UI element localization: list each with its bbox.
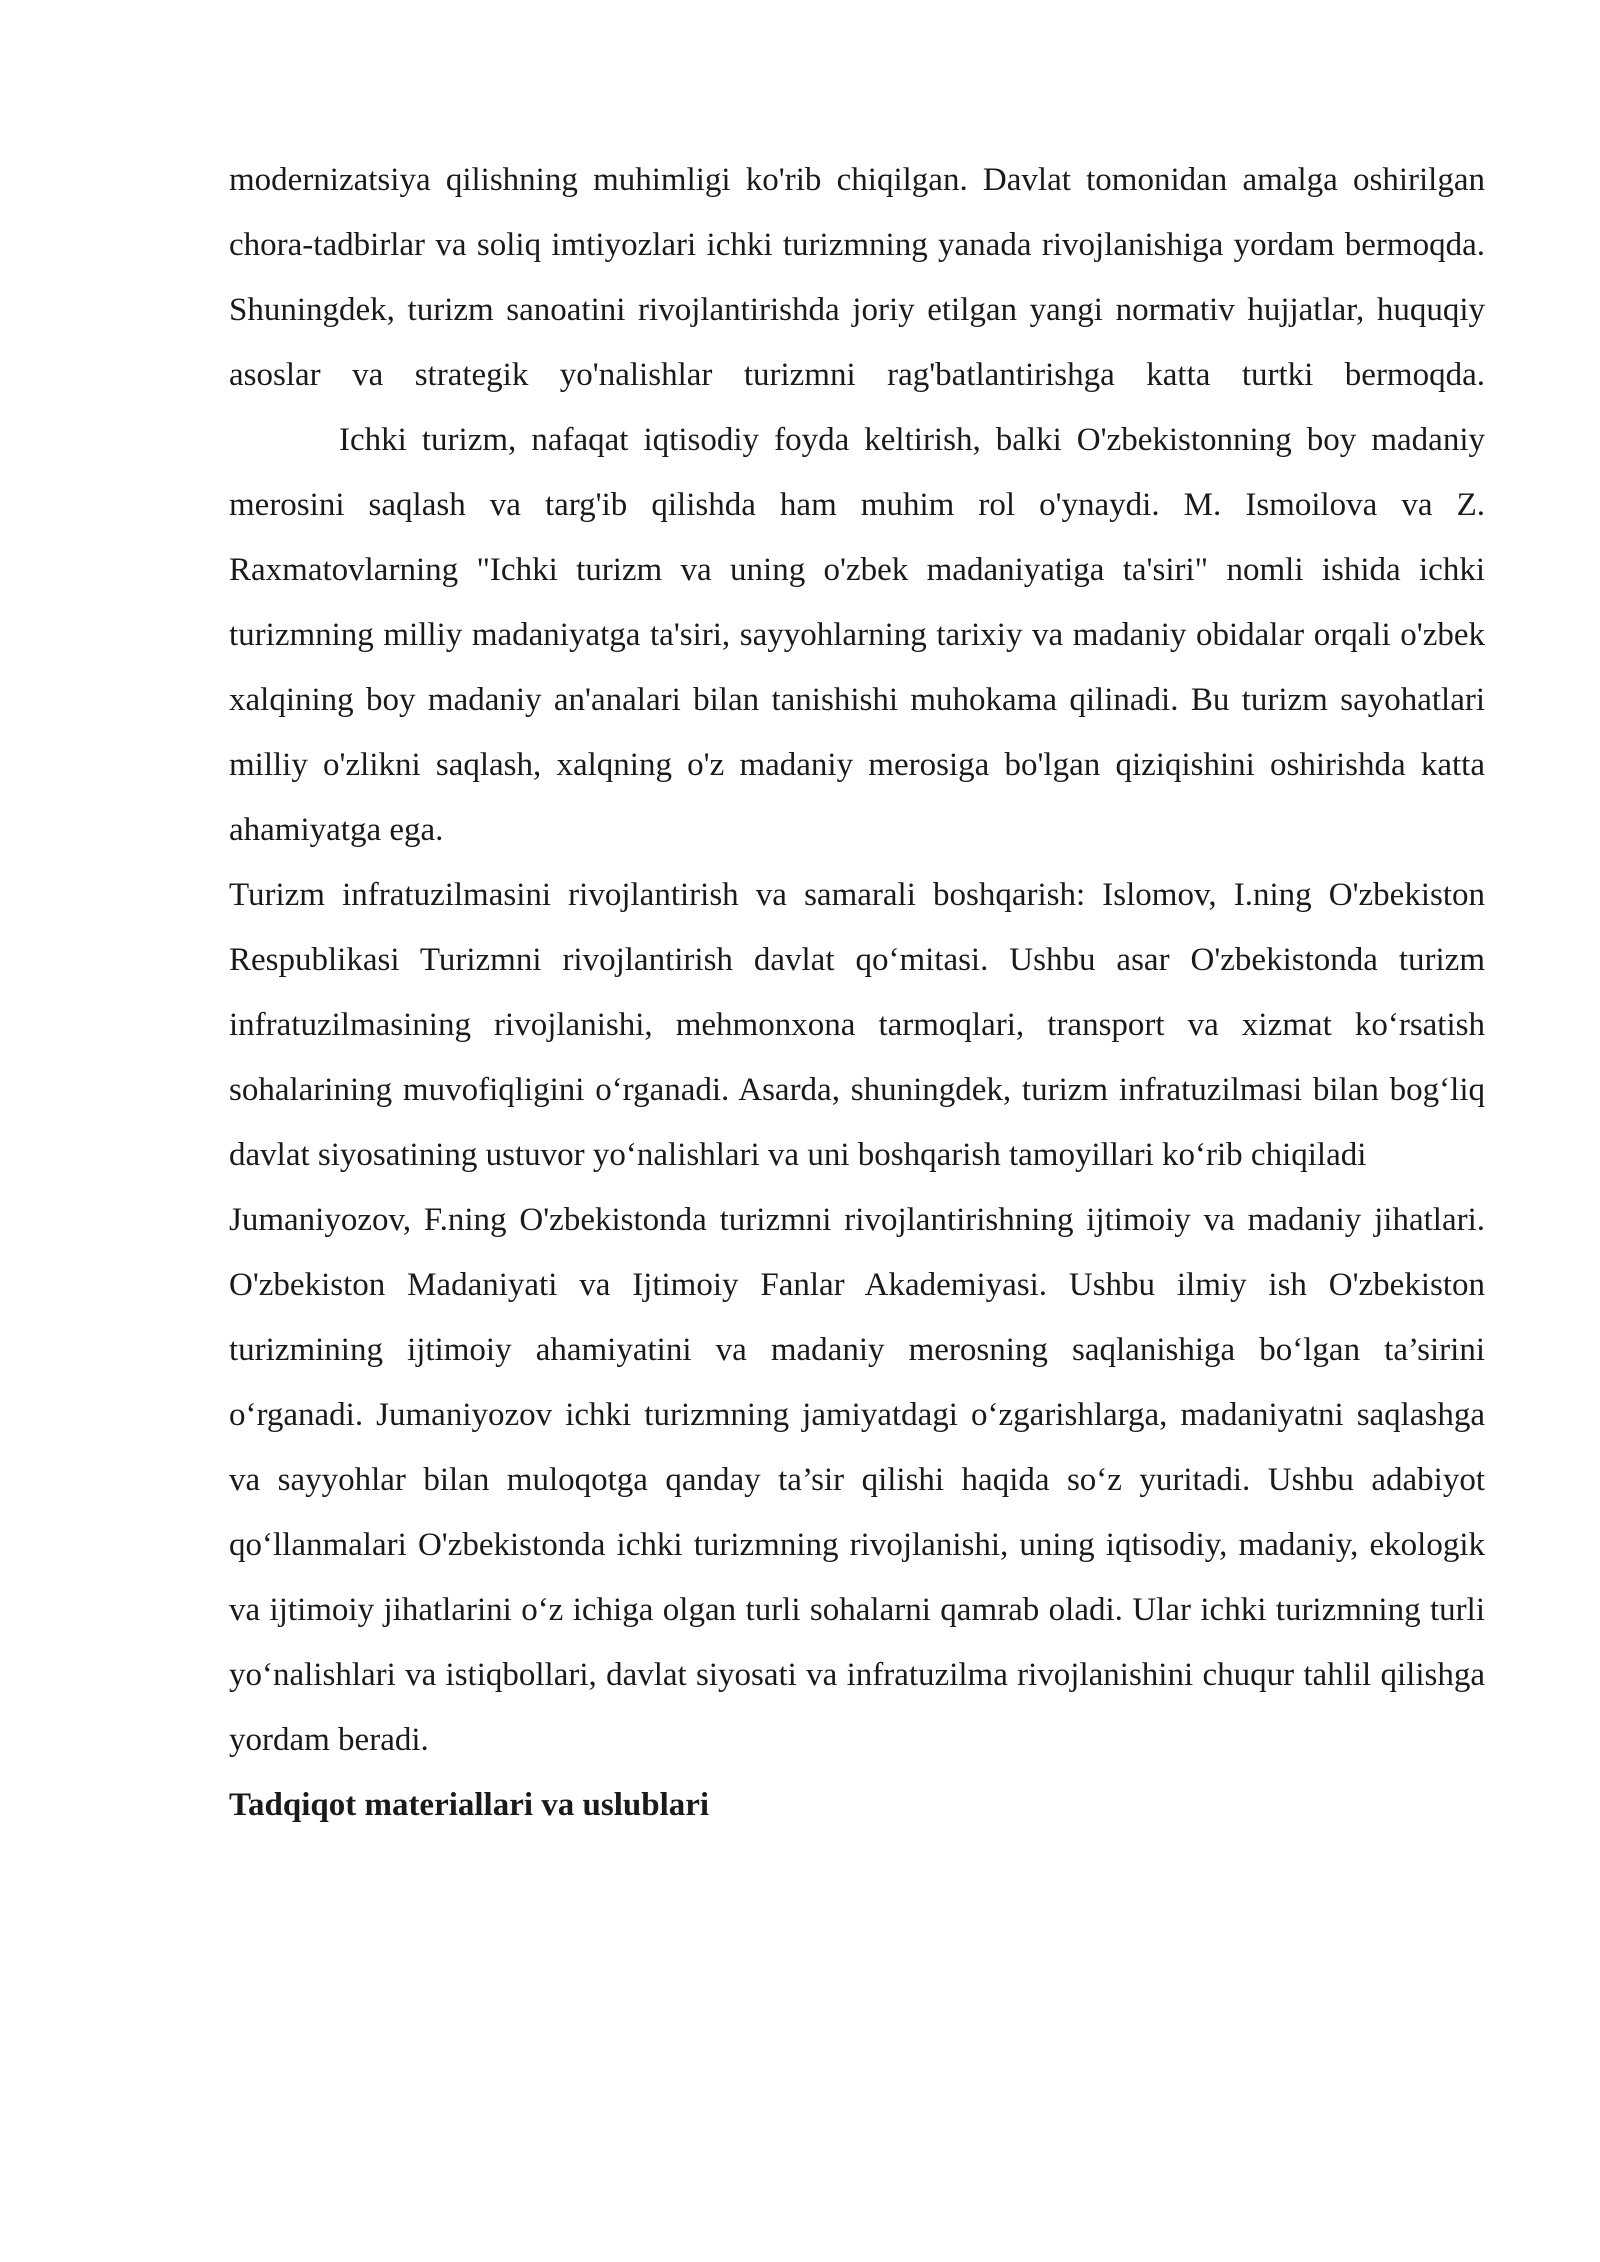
paragraph-infrastructure-islomov: Turizm infratuzilmasini rivojlantirish va samarali boshqarish: Islomov, I.ning O'zbekiston Respublikasi Turizmni rivojlantirish davlat qo‘mitasi. Ushbu asar O'zbekistonda turizm infratuzilmasining rivojlanishi, mehmonxona tarmoqlari, transport va xizmat ko‘rsatish sohalarining muvofiqligini o‘rganadi. Asarda, shuningdek, turizm infratuzilmasi bilan bog‘liq davlat siyosatining ustuvor yo‘nalishlari va uni boshqarish tamoyillari ko‘rib chiqiladi: [229, 877, 1485, 1173]
paragraph-social-cultural-jumaniyozov: Jumaniyozov, F.ning O'zbekistonda turizmni rivojlantirishning ijtimoiy va madaniy jihatlari. O'zbekiston Madaniyati va Ijtimoiy Fanlar Akademiyasi. Ushbu ilmiy ish O'zbekiston turizmining ijtimoiy ahamiyatini va madaniy merosning saqlanishiga bo‘lgan ta’sirini o‘rganadi. Jumaniyozov ichki turizmning jamiyatdagi o‘zgarishlarga, madaniyatni saqlashga va sayyohlar bilan muloqotga qanday ta’sir qilishi haqida so‘z yuritadi. Ushbu adabiyot qo‘llanmalari O'zbekistonda ichki turizmning rivojlanishi, uning iqtisodiy, madaniy, ekologik va ijtimoiy jihatlarini o‘z ichiga olgan turli sohalarni qamrab oladi. Ular ichki turizmning turli yo‘nalishlari va istiqbollari, davlat siyosati va infratuzilma rivojlanishini chuqur tahlil qilishga yordam beradi.: [229, 1202, 1485, 1758]
section-heading: Tadqiqot materiallari va uslublari: [229, 1787, 710, 1823]
paragraph-domestic-tourism-heritage: Ichki turizm, nafaqat iqtisodiy foyda keltirish, balki O'zbekistonning boy madaniy merosini saqlash va targ'ib qilishda ham muhim rol o'ynaydi. M. Ismoilova va Z. Raxmatovlarning "Ichki turizm va uning o'zbek madaniyatiga ta'siri" nomli ishida ichki turizmning milliy madaniyatga ta'siri, sayyohlarning tarixiy va madaniy obidalar orqali o'zbek xalqining boy madaniy an'analari bilan tanishishi muhokama qilinadi. Bu turizm sayohatlari milliy o'zlikni saqlash, xalqning o'z madaniy merosiga bo'lgan qiziqishini oshirishda katta ahamiyatga ega.: [229, 422, 1485, 848]
paragraph-state-measures: modernizatsiya qilishning muhimligi ko'rib chiqilgan. Davlat tomonidan amalga oshirilgan chora-tadbirlar va soliq imtiyozlari ichki turizmning yanada rivojlanishiga yordam bermoqda. Shuningdek, turizm sanoatini rivojlantirishda joriy etilgan yangi normativ hujjatlar, huquqiy asoslar va strategik yo'nalishlar turizmni rag'batlantirishga katta turtki bermoqda.: [229, 162, 1485, 393]
document-body: [229, 148, 1485, 1838]
